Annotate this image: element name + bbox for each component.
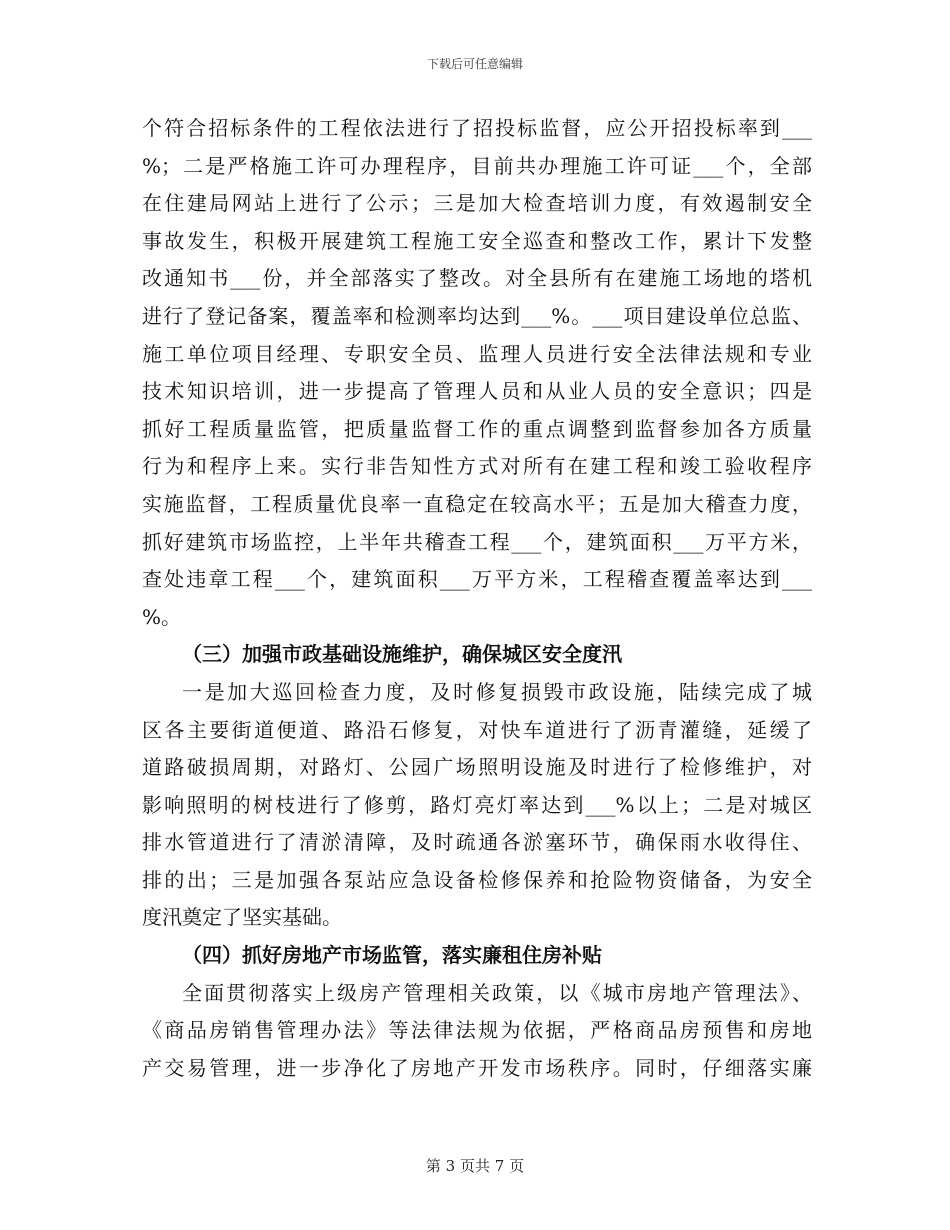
text-line: 排的出；三是加强各泵站应急设备检修保养和抢险物资储备，为安全 bbox=[142, 867, 812, 892]
text-line: 技术知识培训，进一步提高了管理人员和从业人员的安全意识；四是 bbox=[142, 379, 812, 404]
text-line: 个符合招标条件的工程依法进行了招投标监督，应公开招投标率到___ bbox=[142, 116, 812, 140]
text-line: 行为和程序上来。实行非告知性方式对所有在建工程和竣工验收程序 bbox=[142, 454, 812, 479]
text-line: 一是加大巡回检查力度，及时修复损毁市政设施，陆续完成了城 bbox=[182, 679, 812, 704]
text-line: 产交易管理，进一步净化了房地产开发市场秩序。同时，仔细落实廉 bbox=[142, 1055, 812, 1080]
text-line: 道路破损周期，对路灯、公园广场照明设施及时进行了检修维护，对 bbox=[142, 755, 812, 780]
text-line: 度汛奠定了坚实基础。 bbox=[142, 905, 342, 930]
page-number: 第 3 页共 7 页 bbox=[425, 1157, 525, 1175]
document-body bbox=[142, 110, 812, 1087]
text-line: 区各主要街道便道、路沿石修复，对快车道进行了沥青灌缝，延缓了 bbox=[142, 717, 812, 742]
text-line: 排水管道进行了清淤清障，及时疏通各淤塞环节，确保雨水收得住、 bbox=[142, 830, 812, 855]
text-line: 改通知书___份，并全部落实了整改。对全县所有在建施工场地的塔机 bbox=[142, 266, 812, 291]
section-heading-3: （三）加强市政基础设施维护，确保城区安全度汛 bbox=[182, 642, 622, 667]
text-line: 《商品房销售管理办法》等法律法规为依据，严格商品房预售和房地 bbox=[142, 1018, 812, 1043]
text-line: 查处违章工程___个，建筑面积___万平方米，工程稽查覆盖率达到___ bbox=[142, 567, 812, 592]
text-line: %；二是严格施工许可办理程序，目前共办理施工许可证___个，全部 bbox=[142, 153, 812, 178]
text-line: 进行了登记备案，覆盖率和检测率均达到___%。___项目建设单位总监、 bbox=[142, 303, 812, 328]
text-line: 影响照明的树枝进行了修剪，路灯亮灯率达到___%以上；二是对城区 bbox=[142, 792, 812, 817]
text-line: %。 bbox=[142, 604, 182, 629]
text-line: 事故发生，积极开展建筑工程施工安全巡查和整改工作，累计下发整 bbox=[142, 228, 812, 253]
text-line: 实施监督，工程质量优良率一直稳定在较高水平；五是加大稽查力度， bbox=[142, 491, 812, 516]
section-heading-4: （四）抓好房地产市场监管，落实廉租住房补贴 bbox=[182, 943, 602, 968]
text-line: 全面贯彻落实上级房产管理相关政策，以《城市房地产管理法》、 bbox=[182, 980, 812, 1005]
text-line: 施工单位项目经理、专职安全员、监理人员进行安全法律法规和专业 bbox=[142, 341, 812, 366]
page-header-note: 下载后可任意编辑 bbox=[426, 57, 523, 71]
text-line: 抓好工程质量监管，把质量监督工作的重点调整到监督参加各方质量 bbox=[142, 416, 812, 441]
text-line: 在住建局网站上进行了公示；三是加大检查培训力度，有效遏制安全 bbox=[142, 191, 812, 216]
text-line: 抓好建筑市场监控，上半年共稽查工程___个，建筑面积___万平方米， bbox=[142, 529, 812, 554]
